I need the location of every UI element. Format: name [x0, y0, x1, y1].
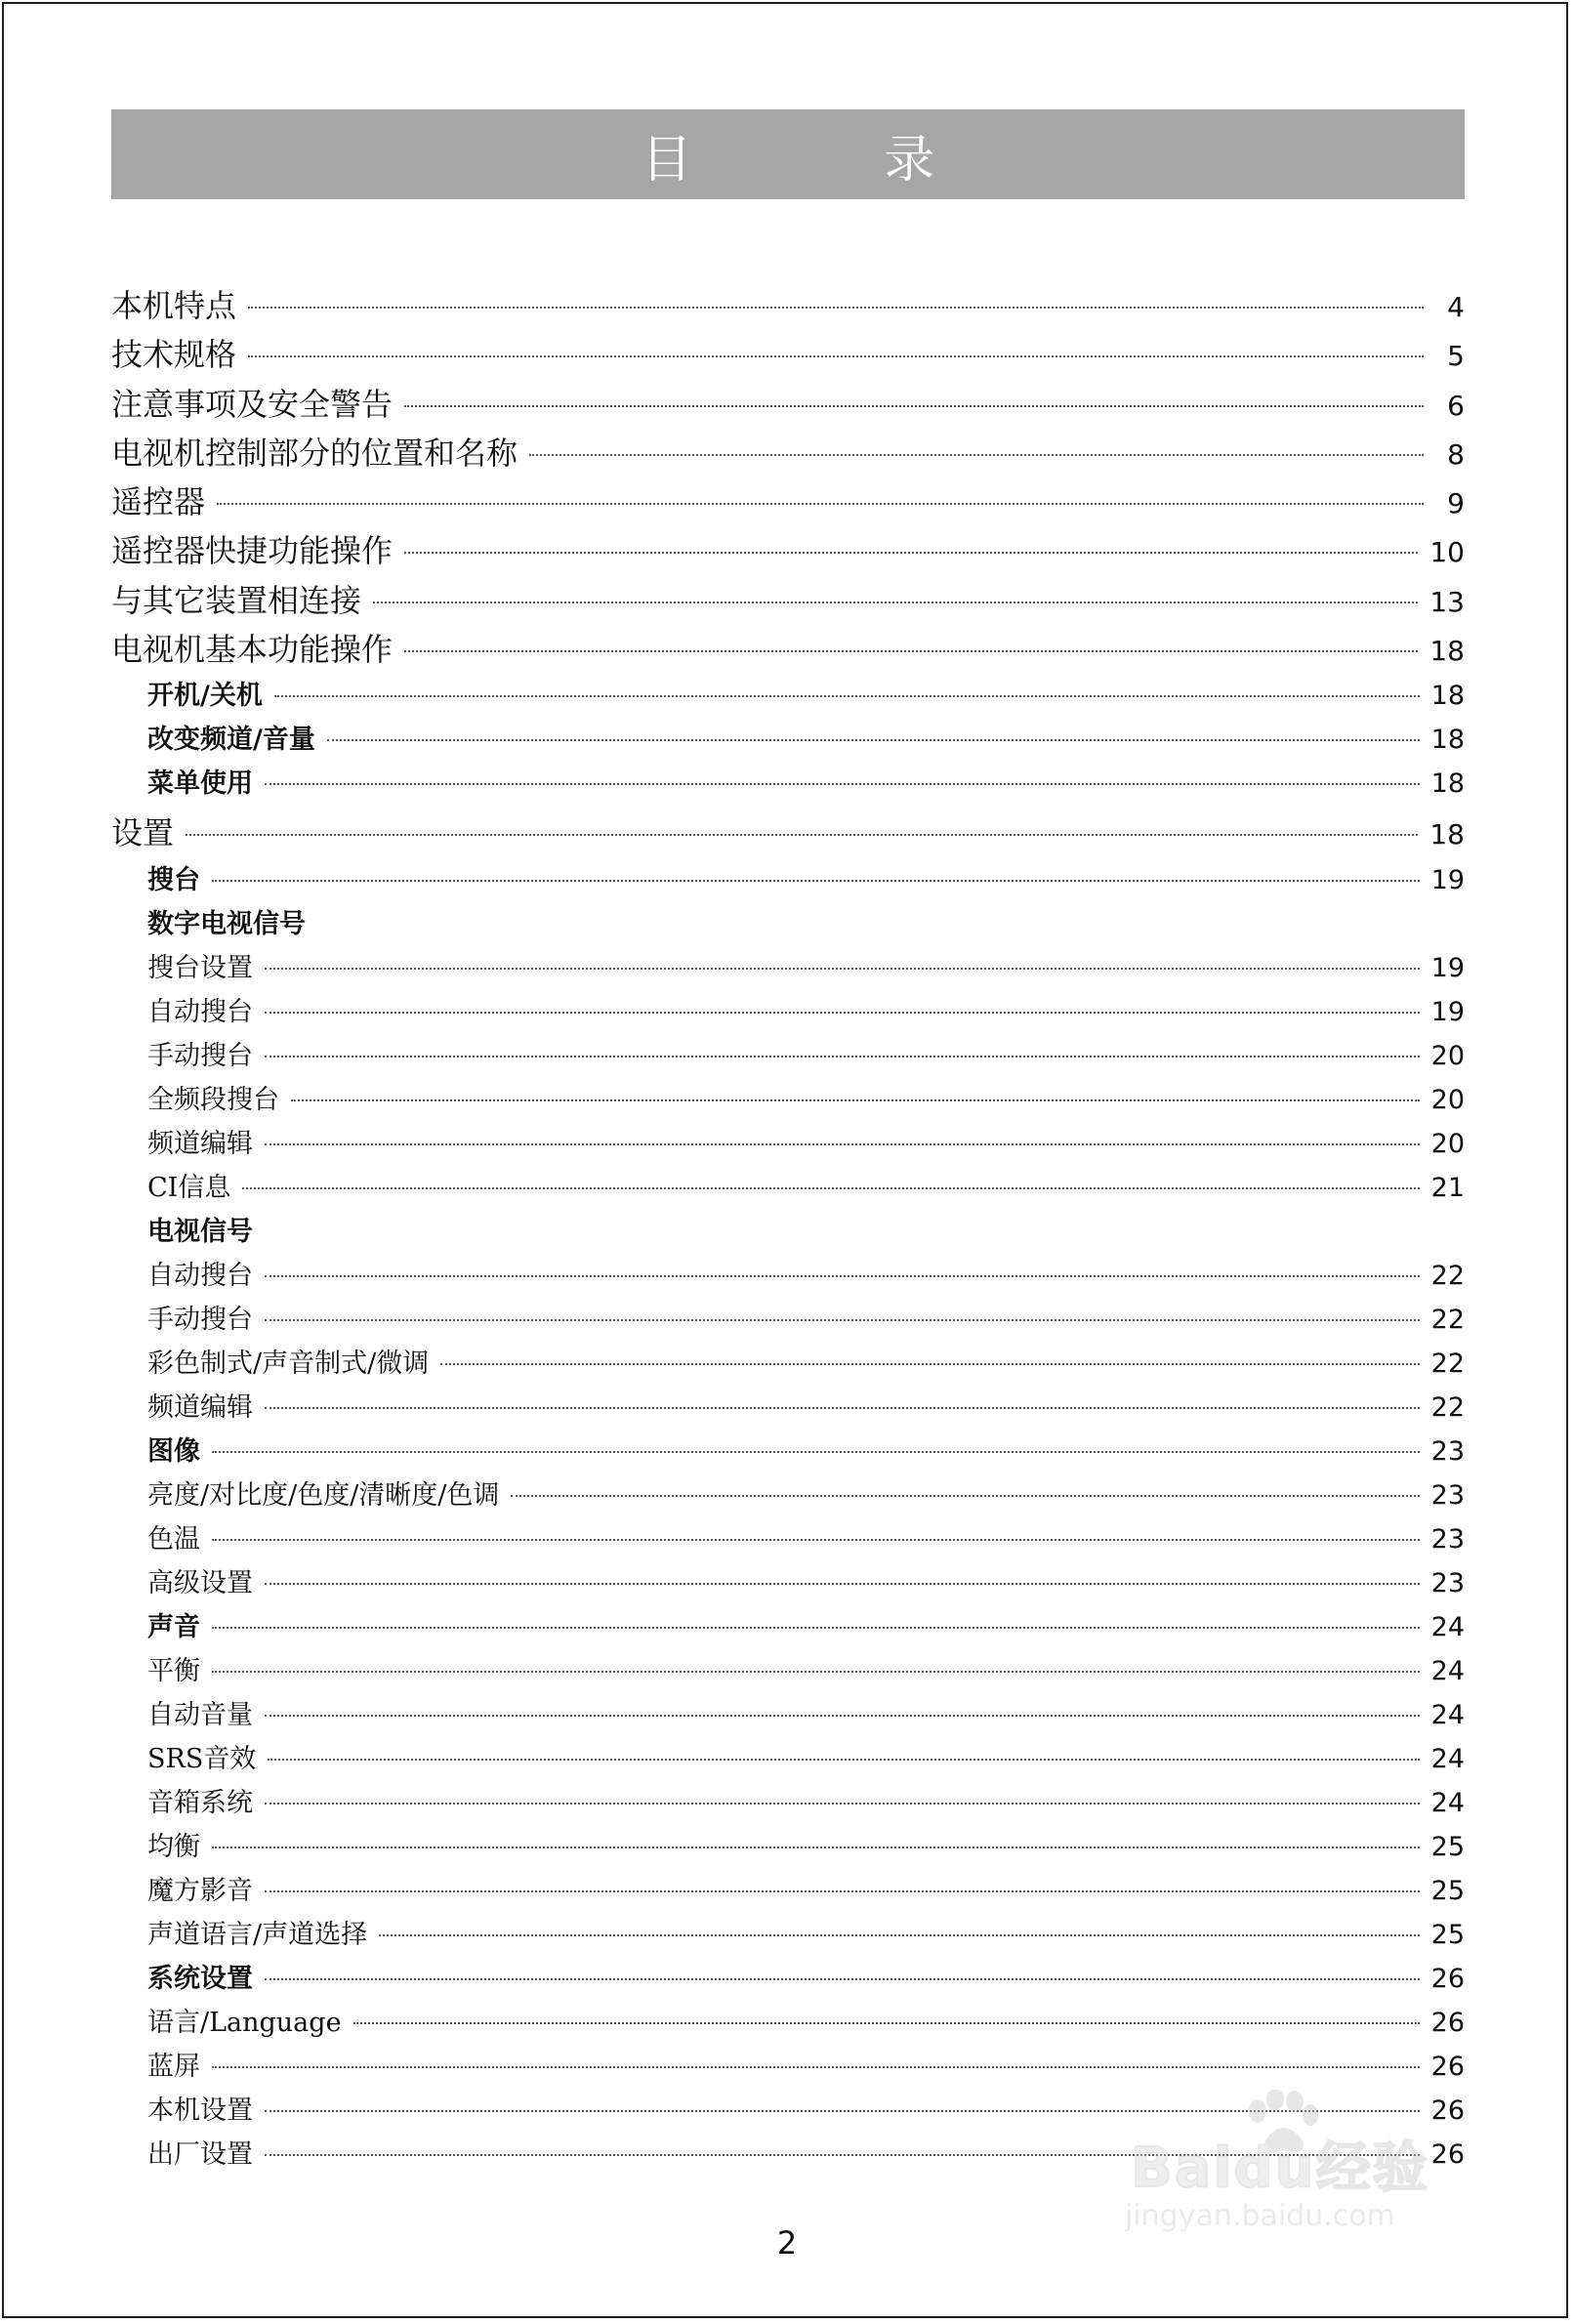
toc-entry: [111, 625, 1465, 674]
toc-entry: [111, 1605, 1465, 1649]
toc-entry-label: 频道编辑: [147, 1128, 253, 1159]
dot-leader: [265, 1012, 1420, 1014]
toc-entry: [111, 380, 1465, 429]
toc-entry-page: 26: [1430, 2007, 1465, 2038]
toc-entry-page: 22: [1430, 1348, 1465, 1379]
toc-entry-page: 18: [1430, 725, 1465, 756]
toc-entry-label: 全频段搜台: [147, 1084, 279, 1115]
toc-entry-label: 自动搜台: [147, 996, 253, 1027]
toc-entry-label: 遥控器: [111, 483, 206, 521]
toc-entry: [111, 1122, 1465, 1166]
toc-entry-page: 6: [1447, 389, 1465, 422]
toc-entry: [111, 1693, 1465, 1737]
toc-entry-label: 电视机控制部分的位置和名称: [111, 434, 518, 472]
toc-entry-page: 20: [1430, 1084, 1465, 1115]
toc-entry-page: 23: [1430, 1435, 1465, 1467]
dot-leader: [291, 1100, 1420, 1101]
dot-leader: [265, 968, 1420, 970]
toc-entry-page: 21: [1430, 1172, 1465, 1203]
toc-entry-page: 24: [1430, 1699, 1465, 1730]
toc-entry: [111, 1869, 1465, 1913]
toc-entry: [111, 1298, 1465, 1342]
toc-entry-label: 手动搜台: [147, 1040, 253, 1071]
toc-entry-page: 4: [1447, 291, 1465, 323]
toc-entry: [111, 1430, 1465, 1473]
toc-entry-label: 本机特点: [111, 287, 237, 324]
dot-leader: [265, 1978, 1420, 1980]
toc-entry: [111, 1034, 1465, 1078]
toc-entry-page: 26: [1430, 2051, 1465, 2082]
dot-leader: [265, 783, 1420, 785]
toc-entry: [111, 1561, 1465, 1605]
watermark-url: jingyan.baidu.com: [1125, 2199, 1395, 2233]
dot-leader: [212, 1847, 1420, 1848]
toc-entry: [111, 1078, 1465, 1122]
dot-leader: [212, 880, 1420, 882]
dot-leader: [265, 1275, 1420, 1277]
toc-entry: [111, 281, 1465, 330]
toc-entry: [111, 429, 1465, 477]
toc-entry: [111, 902, 1465, 946]
dot-leader: [404, 405, 1424, 407]
toc-entry-label: 与其它装置相连接: [111, 581, 362, 619]
dot-leader: [268, 1759, 1419, 1761]
toc-entry: [111, 1342, 1465, 1386]
toc-entry-page: 26: [1430, 1963, 1465, 1994]
toc-entry-label: 搜台: [147, 864, 200, 895]
toc-entry-label: 魔方影音: [147, 1875, 253, 1906]
toc-entry: [111, 809, 1465, 857]
toc-entry-page: 20: [1430, 1040, 1465, 1071]
toc-entry-label: 语言/Language: [147, 2007, 342, 2038]
toc-entry-label: 蓝屏: [147, 2051, 200, 2082]
toc-entry-label: 频道编辑: [147, 1391, 253, 1423]
toc-entry-page: 19: [1430, 864, 1465, 895]
dot-leader: [379, 1934, 1420, 1936]
dot-leader: [248, 355, 1424, 357]
dot-leader: [327, 739, 1420, 741]
page-title: 目 录: [641, 130, 1023, 189]
toc-entry-page: 26: [1430, 2138, 1465, 2170]
toc-entry-label: 电视机基本功能操作: [111, 631, 394, 669]
dot-leader: [265, 1583, 1420, 1585]
toc-entry-label: 高级设置: [147, 1567, 253, 1598]
toc-entry-label: 声道语言/声道选择: [147, 1919, 368, 1950]
toc-entry: [111, 1517, 1465, 1561]
toc-entry-label: 均衡: [147, 1831, 200, 1862]
dot-leader: [265, 1319, 1420, 1321]
watermark: [1123, 2090, 1474, 2236]
toc-entry: [111, 1386, 1465, 1430]
toc-entry-page: 20: [1430, 1128, 1465, 1159]
dot-leader: [511, 1495, 1419, 1497]
toc-entry-page: 13: [1429, 585, 1465, 618]
toc-entry-page: 25: [1430, 1919, 1465, 1950]
dot-leader: [440, 1363, 1419, 1365]
toc-entry-page: 25: [1430, 1875, 1465, 1906]
toc-entry-label: 搜台设置: [147, 952, 253, 983]
toc-entry: [111, 2001, 1465, 2045]
toc-entry-page: 9: [1447, 487, 1465, 520]
watermark-brand: Baidu经验: [1131, 2137, 1429, 2200]
toc-entry-page: 10: [1429, 536, 1465, 569]
toc-entry: [111, 477, 1465, 526]
toc-entry: [111, 1210, 1465, 1254]
toc-entry-page: 18: [1430, 681, 1465, 712]
dot-leader: [353, 2022, 1420, 2024]
toc-entry: [111, 2045, 1465, 2089]
dot-leader: [265, 1803, 1420, 1805]
toc-entry: [111, 1957, 1465, 2001]
toc-entry-label: 设置: [111, 814, 175, 852]
toc-entry: [111, 762, 1465, 806]
dot-leader: [265, 1715, 1420, 1717]
toc-entry-page: 23: [1430, 1479, 1465, 1511]
toc-entry-page: 8: [1447, 437, 1465, 471]
toc-entry: [111, 576, 1465, 625]
dot-leader: [212, 1539, 1420, 1541]
toc-entry-label: 亮度/对比度/色度/清晰度/色调: [147, 1479, 500, 1511]
toc-entry-label: SRS音效: [147, 1743, 257, 1774]
toc-entry-page: 19: [1430, 952, 1465, 983]
toc-entry: [111, 1473, 1465, 1517]
dot-leader: [212, 1627, 1420, 1629]
toc-entry-page: 23: [1430, 1523, 1465, 1555]
toc-entry-label: 自动音量: [147, 1699, 253, 1730]
toc-entry-label: 声音: [147, 1611, 200, 1642]
toc-entry-label: 菜单使用: [147, 768, 253, 800]
dot-leader: [212, 2066, 1420, 2068]
toc-entry: [111, 526, 1465, 575]
toc-entry-page: 22: [1430, 1260, 1465, 1291]
toc-entry-page: 19: [1430, 996, 1465, 1027]
toc-entry: [111, 718, 1465, 762]
page-number: 2: [776, 2224, 798, 2262]
toc-entry-page: 22: [1430, 1391, 1465, 1423]
toc-entry-label: 数字电视信号: [147, 908, 306, 939]
toc-entry-page: 23: [1430, 1567, 1465, 1598]
toc-entry: [111, 946, 1465, 990]
toc-entry-label: 技术规格: [111, 336, 237, 374]
toc-entry: [111, 858, 1465, 902]
title-bar: [111, 109, 1465, 199]
dot-leader: [265, 1143, 1420, 1145]
toc-entry-label: 彩色制式/声音制式/微调: [147, 1348, 430, 1379]
toc-entry-page: 24: [1430, 1655, 1465, 1686]
dot-leader: [242, 1187, 1419, 1189]
toc-entry-label: 平衡: [147, 1655, 200, 1686]
toc-entry-page: 5: [1447, 340, 1465, 373]
toc-entry-page: 24: [1430, 1743, 1465, 1774]
toc-entry: [111, 990, 1465, 1034]
toc-entry: [111, 1649, 1465, 1693]
toc-entry: [111, 1913, 1465, 1957]
dot-leader: [265, 1056, 1420, 1058]
dot-leader: [217, 503, 1424, 505]
toc-entry-page: 18: [1429, 818, 1465, 851]
toc-entry-label: 电视信号: [147, 1216, 253, 1247]
dot-leader: [212, 1451, 1420, 1453]
toc-entry-label: 自动搜台: [147, 1260, 253, 1291]
toc-entry-label: 注意事项及安全警告: [111, 385, 394, 423]
toc-entry: [111, 1781, 1465, 1825]
toc-entry-page: 18: [1429, 635, 1465, 668]
dot-leader: [265, 1407, 1420, 1409]
toc-entry-label: 本机设置: [147, 2095, 253, 2126]
toc-entry-page: 24: [1430, 1787, 1465, 1818]
toc-entry-page: 25: [1430, 1831, 1465, 1862]
dot-leader: [404, 552, 1418, 554]
table-of-contents: [111, 281, 1465, 2177]
toc-entry: [111, 1825, 1465, 1869]
toc-entry-page: 18: [1430, 768, 1465, 800]
dot-leader: [265, 1890, 1420, 1892]
dot-leader: [373, 602, 1418, 603]
toc-entry: [111, 1254, 1465, 1298]
toc-entry: [111, 1737, 1465, 1781]
toc-entry: [111, 1166, 1465, 1210]
toc-entry: [111, 330, 1465, 379]
toc-entry-page: 24: [1430, 1611, 1465, 1642]
dot-leader: [529, 454, 1424, 456]
toc-entry-label: 出厂设置: [147, 2138, 253, 2170]
dot-leader: [212, 1671, 1420, 1673]
dot-leader: [248, 307, 1424, 309]
toc-entry-label: 改变频道/音量: [147, 725, 315, 756]
toc-entry-label: 色温: [147, 1523, 200, 1555]
toc-entry-label: 开机/关机: [147, 681, 263, 712]
toc-entry-label: 音箱系统: [147, 1787, 253, 1818]
dot-leader: [274, 695, 1420, 697]
toc-entry-label: 手动搜台: [147, 1304, 253, 1335]
toc-entry-label: 图像: [147, 1435, 200, 1467]
dot-leader: [186, 834, 1418, 836]
dot-leader: [404, 650, 1418, 652]
toc-entry: [111, 674, 1465, 718]
toc-entry-page: 26: [1430, 2095, 1465, 2126]
toc-entry-label: 系统设置: [147, 1963, 253, 1994]
toc-entry-label: 遥控器快捷功能操作: [111, 532, 394, 570]
toc-entry-label: CI信息: [147, 1172, 231, 1203]
toc-entry-page: 22: [1430, 1304, 1465, 1335]
